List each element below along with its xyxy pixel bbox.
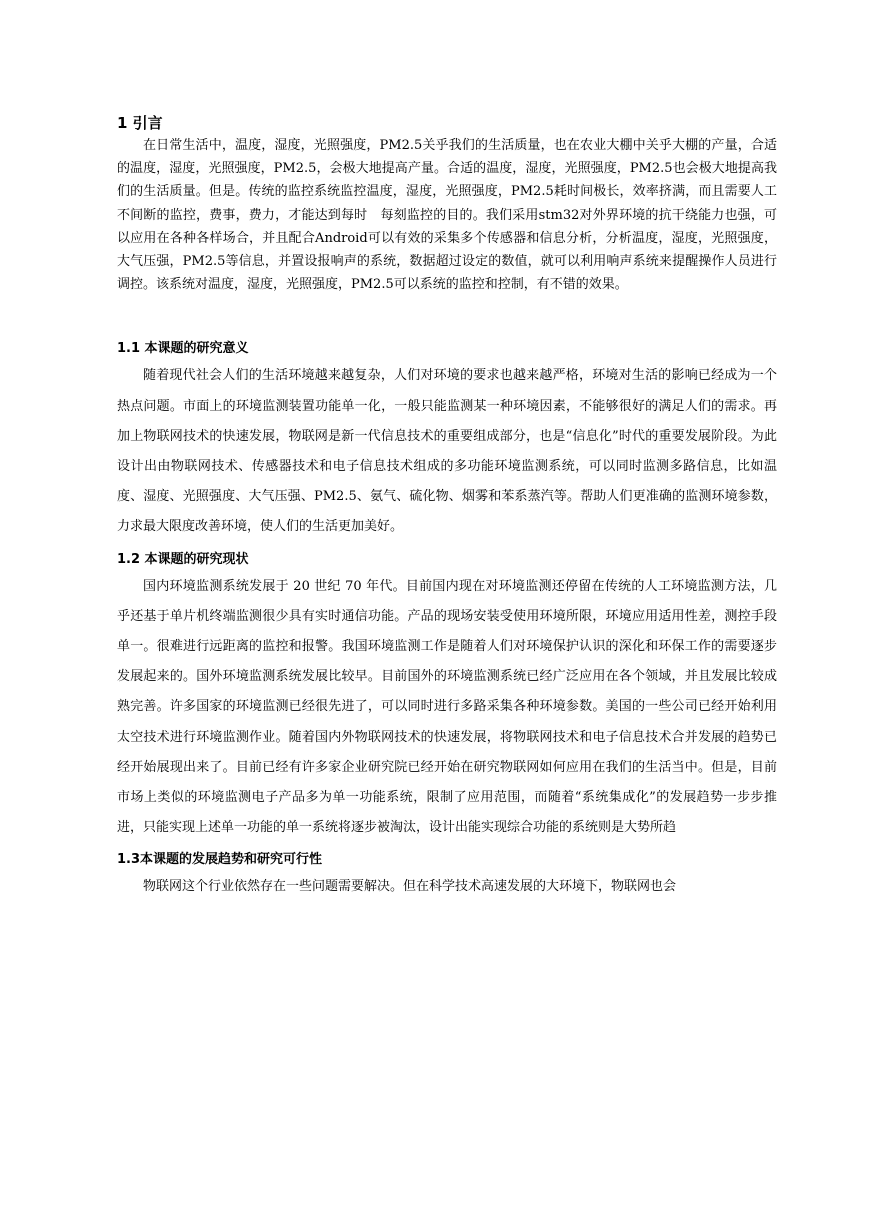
section-1-heading: 1 引言 (117, 114, 163, 132)
section-1-3-paragraph: 物联网这个行业依然存在一些问题需要解决。但在科学技术高速发展的大环境下，物联网也会 (143, 879, 677, 895)
section-1-1-heading: 1.1 本课题的研究意义 (117, 341, 249, 357)
section-1-2-paragraph: 国内环境监测系统发展于 20 世纪 70 年代。目前国内现在对环境监测还停留在传统的人工环境监测方法，几乎还基于单片机终端监测很少具有实时通信功能。产品的现场安装受使用环境所限，环境应用适用性差，测控手段单一。很难进行远距离的监控和报警。我国环境监测工作是随着人们对环境保护认识的深化和环保工作的需要逐步发展起来的。国外环境监测系统发展比较早。目前国外的环境监测系统已经广泛应用在各个领域，并且发展比较成熟完善。许多国家的环境监测已经很先进了，可以同时进行多路采集各种环境参数。美国的一些公司已经开始利用太空技术进行环境监测作业。随着国内外物联网技术的快速发展，将物联网技术和电子信息技术合并发展的趋势已经开始展现出来了。目前已经有许多家企业研究院已经开始在研究物联网如何应用在我们的生活当中。但是，目前市场上类似的环境监测电子产品多为单一功能系统，限制了应用范围，而随着“系统集成化”的发展趋势一步步推进，只能实现上述单一功能的单一系统将逐步被淘汰，设计出能实现综合功能的系统则是大势所趋 (117, 578, 777, 836)
section-1-3-heading: 1.3本课题的发展趋势和研究可行性 (117, 852, 323, 868)
section-1-1-paragraph: 随着现代社会人们的生活环境越来越复杂，人们对环境的要求也越来越严格，环境对生活的影响已经成为一个热点问题。市面上的环境监测装置功能单一化，一般只能监测某一种环境因素，不能够很好的满足人们的需求。再加上物联网技术的快速发展，物联网是新一代信息技术的重要组成部分，也是“信息化”时代的重要发展阶段。为此设计出由物联网技术、传感器技术和电子信息技术组成的多功能环境监测系统，可以同时监测多路信息，比如温度、湿度、光照强度、大气压强、PM2.5、氨气、硫化物、烟雾和苯系蒸汽等。帮助人们更准确的监测环境参数，力求最大限度改善环境，使人们的生活更加美好。 (117, 368, 777, 535)
section-1-2-heading: 1.2 本课题的研究现状 (117, 551, 249, 567)
section-1-paragraph: 在日常生活中，温度，湿度，光照强度，PM2.5关乎我们的生活质量，也在农业大棚中关乎大棚的产量，合适的温度，湿度，光照强度，PM2.5，会极大地提高产量。合适的温度，湿度，光照强度，PM2.5也会极大地提高我们的生活质量。但是。传统的监控系统监控温度，湿度，光照强度，PM2.5耗时间极长，效率挤满，而且需要人工不间断的监控，费事，费力，才能达到每时 每刻监控的目的。我们采用stm32对外界环境的抗干绕能力也强，可以应用在各种各样场合，并且配合Android可以有效的采集多个传感器和信息分析，分析温度，湿度，光照强度，大气压强，PM2.5等信息，并置设报响声的系统，数据超过设定的数值，就可以利用响声系统来提醒操作人员进行调控。该系统对温度，湿度，光照强度，PM2.5可以系统的监控和控制，有不错的效果。 (117, 138, 777, 293)
spacer (117, 296, 777, 336)
page-content (117, 112, 777, 907)
